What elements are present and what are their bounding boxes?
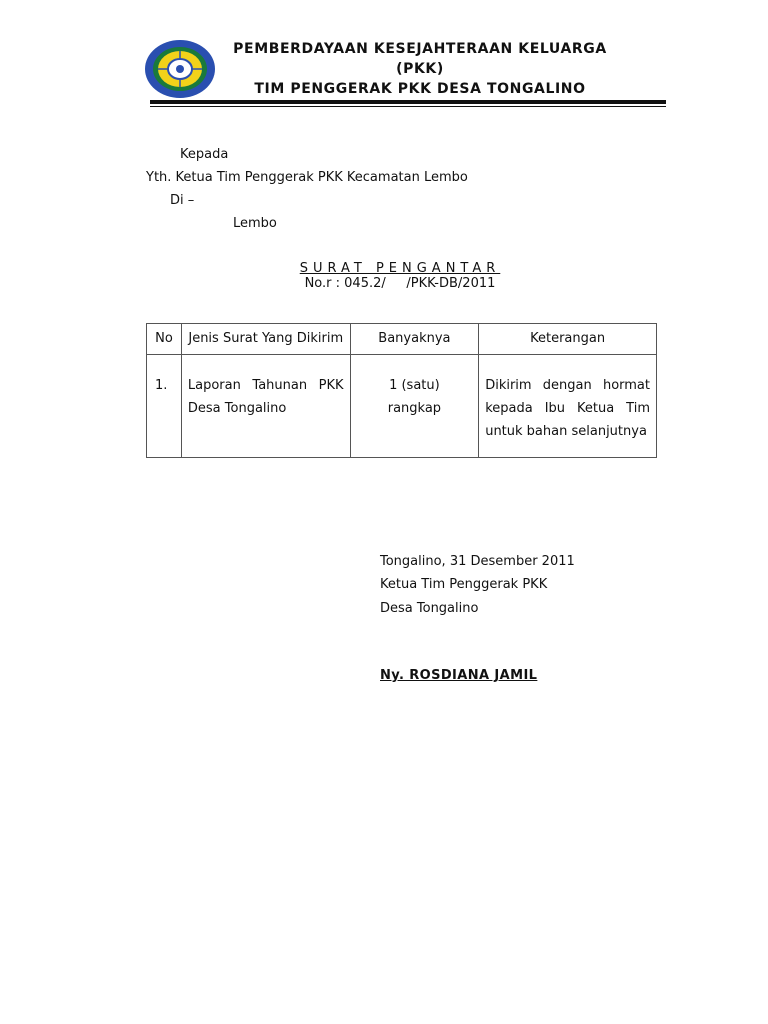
signature-place-date: Tongalino, 31 Desember 2011 — [380, 554, 575, 569]
header-line-3: TIM PENGGERAK PKK DESA TONGALINO — [254, 81, 586, 97]
header-line-2: (PKK) — [396, 61, 444, 77]
cell-no: 1. — [147, 355, 182, 458]
header-rule-thin — [150, 106, 666, 107]
cell-jenis: Laporan Tahunan PKK Desa Tongalino — [181, 355, 350, 458]
address-to: Kepada — [180, 147, 229, 162]
header-rule — [150, 100, 666, 104]
items-table — [146, 323, 657, 458]
table-header-row — [147, 324, 657, 355]
signature-position: Ketua Tim Penggerak PKK — [380, 577, 548, 592]
address-recipient: Yth. Ketua Tim Penggerak PKK Kecamatan Lembo — [146, 170, 468, 185]
header-banyaknya: Banyaknya — [350, 324, 479, 355]
header-no: No — [147, 324, 182, 355]
cell-banyak: 1 (satu) rangkap — [350, 355, 479, 458]
header-line-1: PEMBERDAYAAN KESEJAHTERAAN KELUARGA — [233, 41, 607, 57]
header-keterangan: Keterangan — [479, 324, 657, 355]
header-jenis: Jenis Surat Yang Dikirim — [181, 324, 350, 355]
letter-number: No.r : 045.2/ /PKK-DB/2011 — [304, 276, 496, 291]
address-place: Lembo — [233, 216, 277, 231]
cell-keterangan: Dikirim dengan hormat kepada Ibu Ketua Tim untuk bahan selanjutnya — [479, 355, 657, 458]
signature-org: Desa Tongalino — [380, 601, 479, 616]
signature-name: Ny. ROSDIANA JAMIL — [380, 668, 538, 683]
table-row — [147, 355, 657, 458]
address-at: Di – — [170, 193, 195, 208]
letter-title: SURAT PENGANTAR — [299, 261, 501, 276]
